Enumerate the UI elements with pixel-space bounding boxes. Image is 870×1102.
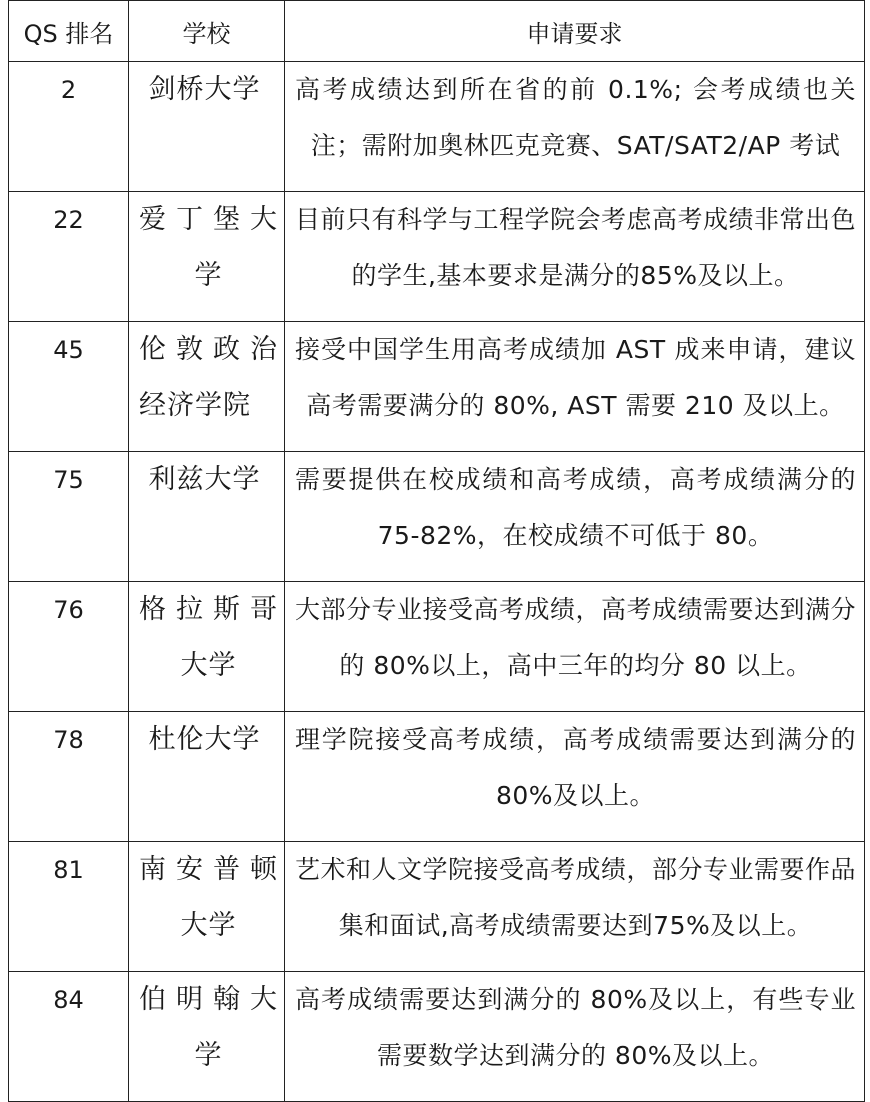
table-body bbox=[9, 62, 865, 1102]
rank-cell: 78 bbox=[9, 712, 129, 842]
header-requirements: 申请要求 bbox=[285, 1, 865, 62]
requirements-cell: 大部分专业接受高考成绩，高考成绩需要达到满分的 80%以上，高中三年的均分 80 以上。 bbox=[285, 582, 865, 712]
table-row bbox=[9, 972, 865, 1102]
header-school: 学校 bbox=[129, 1, 285, 62]
header-qs-rank: QS 排名 bbox=[9, 1, 129, 62]
rank-cell: 45 bbox=[9, 322, 129, 452]
requirements-cell: 理学院接受高考成绩，高考成绩需要达到满分的 80%及以上。 bbox=[285, 712, 865, 842]
requirements-cell: 目前只有科学与工程学院会考虑高考成绩非常出色的学生,基本要求是满分的85%及以上。 bbox=[285, 192, 865, 322]
table-row bbox=[9, 452, 865, 582]
school-cell: 爱丁堡大学 bbox=[129, 192, 285, 322]
table-header bbox=[9, 1, 865, 62]
requirements-cell: 高考成绩达到所在省的前 0.1%; 会考成绩也关注；需附加奥林匹克竞赛、SAT/SAT2/AP 考试 bbox=[285, 62, 865, 192]
school-cell: 伯明翰大学 bbox=[129, 972, 285, 1102]
school-cell: 南安普顿大学 bbox=[129, 842, 285, 972]
rank-cell: 22 bbox=[9, 192, 129, 322]
table-row bbox=[9, 842, 865, 972]
requirements-cell: 高考成绩需要达到满分的 80%及以上，有些专业需要数学达到满分的 80%及以上。 bbox=[285, 972, 865, 1102]
school-cell: 利兹大学 bbox=[129, 452, 285, 582]
rank-cell: 81 bbox=[9, 842, 129, 972]
rank-cell: 2 bbox=[9, 62, 129, 192]
rank-cell: 84 bbox=[9, 972, 129, 1102]
school-cell: 杜伦大学 bbox=[129, 712, 285, 842]
table-row bbox=[9, 322, 865, 452]
requirements-cell: 艺术和人文学院接受高考成绩，部分专业需要作品集和面试,高考成绩需要达到75%及以上。 bbox=[285, 842, 865, 972]
table-row bbox=[9, 582, 865, 712]
admission-requirements-table bbox=[8, 0, 865, 1102]
header-row bbox=[9, 1, 865, 62]
rank-cell: 75 bbox=[9, 452, 129, 582]
rank-cell: 76 bbox=[9, 582, 129, 712]
requirements-cell: 需要提供在校成绩和高考成绩，高考成绩满分的 75-82%，在校成绩不可低于 80。 bbox=[285, 452, 865, 582]
school-cell: 伦敦政治经济学院 bbox=[129, 322, 285, 452]
table-row bbox=[9, 192, 865, 322]
school-cell: 格拉斯哥大学 bbox=[129, 582, 285, 712]
requirements-cell: 接受中国学生用高考成绩加 AST 成来申请，建议高考需要满分的 80%, AST 需要 210 及以上。 bbox=[285, 322, 865, 452]
table-row bbox=[9, 62, 865, 192]
school-cell: 剑桥大学 bbox=[129, 62, 285, 192]
table-row bbox=[9, 712, 865, 842]
